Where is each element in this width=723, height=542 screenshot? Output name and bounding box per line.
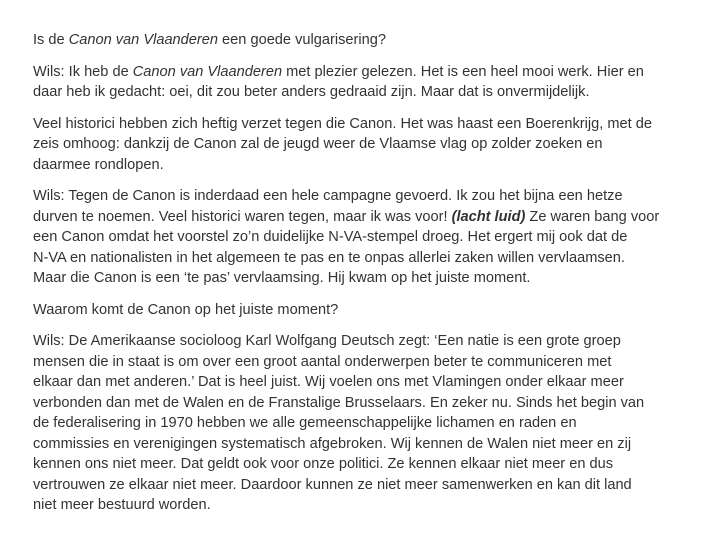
question-paragraph — [33, 30, 713, 51]
question-paragraph — [33, 114, 713, 176]
answer-paragraph — [33, 62, 713, 103]
book-title: Canon van Vlaanderen — [68, 32, 218, 48]
question-text: Veel historici hebben zich heftig verzet tegen die Canon. Het was haast een Boerenkrijg, met de zeis omhoog: dankzij de Canon zal de jeugd weer de Vlaamse vlag op zolder zoeken en daarmee rondlopen. — [33, 115, 652, 173]
answer-paragraph — [33, 186, 713, 289]
answer-text: Wils: Ik heb de — [33, 63, 133, 80]
answer-text: met plezier gelezen. Het is een heel mooi werk. Hier en daar heb ik gedacht: oei, dit zou beter anders gedraaid zijn. Maar dat is onvermijdelijk. — [33, 63, 644, 100]
stage-direction: (lacht luid) — [451, 208, 526, 225]
question-paragraph — [33, 300, 713, 321]
question-text: Is de — [33, 32, 69, 48]
answer-paragraph — [33, 331, 713, 516]
question-text: een goede vulgarisering? — [218, 32, 386, 48]
answer-text: Wils: Tegen de Canon is inderdaad een hele campagne gevoerd. Ik zou het bijna een hetze durven te noemen. Veel historici waren tegen, maar ik was voor! — [33, 188, 623, 225]
book-title: Canon van Vlaanderen — [132, 63, 283, 80]
question-text: Waarom komt de Canon op het juiste moment? — [33, 301, 339, 318]
interview-article — [33, 30, 713, 527]
answer-text: Ze waren bang voor een Canon omdat het voorstel zo’n duidelijke N-VA-stempel droeg. Het ergert mij ook dat de N-VA en nationalisten in het algemeen te pas en te onpas allerlei zaken willen vervlaamsen. Maar die Canon is een ‘te pas’ vervlaamsing. Hij kwam op het juiste moment. — [33, 208, 660, 286]
answer-text: Wils: De Amerikaanse socioloog Karl Wolfgang Deutsch zegt: ‘Een natie is een grote groep mensen die in staat is om over een groot aantal onderwerpen beter te communiceren met elkaar dan met anderen.’ Dat is heel juist. Wij voelen ons met Vlamingen onder elkaar meer verbonden dan met de Walen en de Franstalige Brusselaars. En zeker nu. Sinds het begin van de federalisering in 1970 hebben we alle gemeenschappelijke lichamen en raden en commissies en verenigingen systematisch afgebroken. Wij kennen de Walen niet meer en zij kennen ons niet meer. Dat geldt ook voor onze politici. Ze kennen elkaar niet meer en dus vertrouwen ze elkaar niet meer. Daardoor kunnen ze niet meer samenwerken en kan dit land niet meer bestuurd worden. — [33, 333, 645, 513]
